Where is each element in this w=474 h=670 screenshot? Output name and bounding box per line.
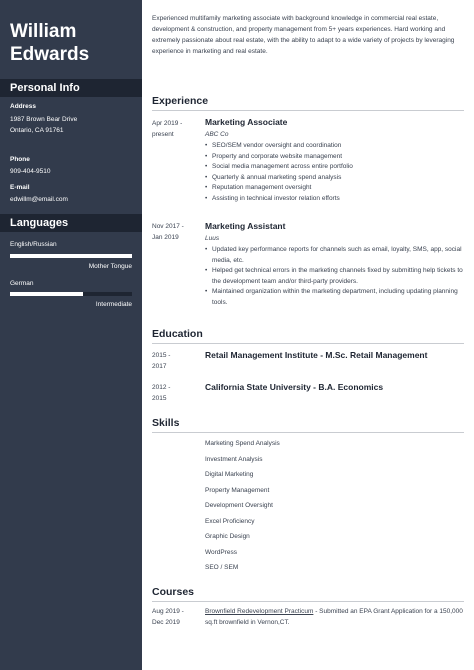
education-title: California State University - B.A. Economics <box>205 382 384 392</box>
email-label: E-mail <box>10 184 30 191</box>
job-date <box>152 118 198 140</box>
language-level-fill <box>10 254 132 258</box>
last-name: Edwards <box>10 44 90 65</box>
education-date-end: 2017 <box>152 363 167 370</box>
job-title: Marketing Assistant <box>205 221 286 231</box>
job-bullet: • Helped get technical errors in the marketing channels fixed by submitting help tickets to the development team and/or third-party providers. <box>205 266 465 287</box>
section-divider <box>152 110 464 111</box>
job-bullet: • Reputation management oversight <box>205 183 465 194</box>
job-bullet: • Social media management across entire portfolio <box>205 162 465 173</box>
language-level-bar <box>10 254 132 258</box>
job-bullet: • SEO/SEM vendor oversight and coordination <box>205 141 465 152</box>
skill-item: Excel Proficiency <box>205 517 255 525</box>
address-line2: Ontario, CA 91761 <box>10 127 64 134</box>
candidate-name <box>10 20 89 66</box>
section-divider <box>152 601 464 602</box>
experience-heading: Experience <box>152 95 209 107</box>
address-label: Address <box>10 103 37 110</box>
job-bullet: • Assisting in technical investor relation efforts <box>205 194 465 205</box>
section-divider <box>152 432 464 433</box>
course-date-start: Aug 2019 - <box>152 608 184 615</box>
job-bullet: • Maintained organization within the marketing department, including updating planning tools. <box>205 287 465 308</box>
language-name: English/Russian <box>10 241 57 248</box>
course-link[interactable]: Brownfield Redevelopment Practicum <box>205 608 314 615</box>
languages-heading: Languages <box>0 214 142 232</box>
job-date-end: present <box>152 131 174 138</box>
phone-value: 909-404-9510 <box>10 168 51 175</box>
education-title: Retail Management Institute - M.Sc. Retail Management <box>205 350 428 360</box>
skill-item: WordPress <box>205 548 238 556</box>
address-line1: 1987 Brown Bear Drive <box>10 116 78 123</box>
job-bullet: • Updated key performance reports for channels such as email, loyalty, SMS, app, social media, etc. <box>205 245 465 266</box>
courses-heading: Courses <box>152 586 195 598</box>
job-title: Marketing Associate <box>205 117 288 127</box>
job-date-start: Nov 2017 - <box>152 223 184 230</box>
course-date-end: Dec 2019 <box>152 619 180 626</box>
skill-item: SEO / SEM <box>205 564 239 571</box>
phone-label: Phone <box>10 156 30 163</box>
job-bullets <box>205 245 465 308</box>
personal-info-heading: Personal Info <box>0 79 142 97</box>
language-level-fill <box>10 292 83 296</box>
education-date-end: 2015 <box>152 395 167 402</box>
education-date-start: 2015 - <box>152 352 171 359</box>
skill-item: Marketing Spend Analysis <box>205 440 280 447</box>
job-date-start: Apr 2019 - <box>152 120 183 127</box>
language-level-label: Intermediate <box>95 301 132 308</box>
skill-item: Development Oversight <box>205 502 273 509</box>
education-date <box>152 382 198 404</box>
job-date-end: Jan 2019 <box>152 234 179 241</box>
language-level-label: Mother Tongue <box>88 263 132 270</box>
sidebar <box>0 0 142 670</box>
course-date <box>152 606 198 628</box>
section-divider <box>152 343 464 344</box>
job-date <box>152 221 198 243</box>
education-date <box>152 350 198 372</box>
job-bullet: • Property and corporate website management <box>205 152 465 163</box>
skills-list <box>205 436 280 576</box>
job-bullet: • Quarterly & annual marketing spend analysis <box>205 173 465 184</box>
education-date-start: 2012 - <box>152 384 171 391</box>
skill-item: Graphic Design <box>205 533 250 540</box>
course-description: - Submitted an EPA Grant Application for a 150,000 sq.ft brownfield in Vernon,CT. <box>205 608 463 626</box>
job-company: ABC Co <box>205 131 229 138</box>
language-name: German <box>10 280 34 287</box>
language-level-bar <box>10 292 132 296</box>
job-bullets <box>205 141 465 204</box>
skill-item: Investment Analysis <box>205 455 263 463</box>
skill-item: Digital Marketing <box>205 471 254 478</box>
email-value[interactable]: edwillm@email.com <box>10 196 68 203</box>
course-entry <box>205 606 467 628</box>
job-company: Luus <box>205 235 220 242</box>
education-heading: Education <box>152 328 203 340</box>
skills-heading: Skills <box>152 417 180 429</box>
first-name: William <box>10 21 77 42</box>
profile-summary: Experienced multifamily marketing associate with background knowledge in commercial real estate, development & construction, and property management from 5+ years experiences. Hard working and extremely passionate about real estate, with the ability to adapt to a wide variety of projects by leveraging experience in marketing and real estate. <box>152 15 455 55</box>
skill-item: Property Management <box>205 486 270 494</box>
